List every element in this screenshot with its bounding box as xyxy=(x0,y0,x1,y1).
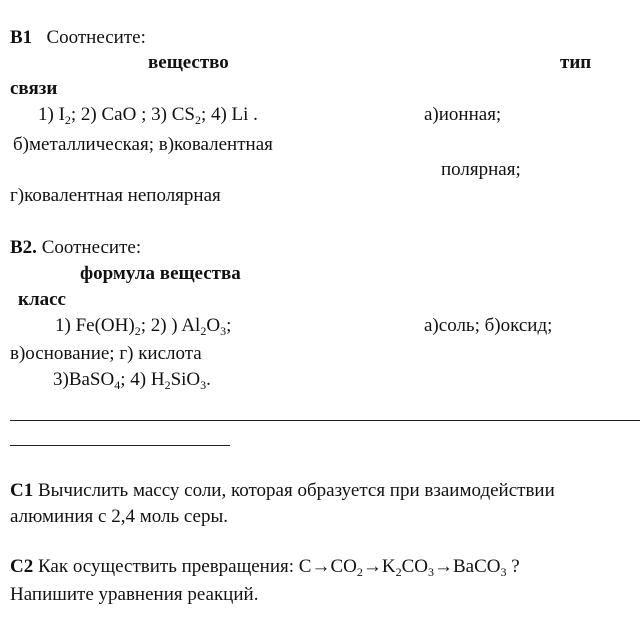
b2-formula-sub: 3 xyxy=(200,378,207,392)
b2-label: B2. xyxy=(10,237,37,258)
b2-formula-text: ; 4) H xyxy=(120,369,165,390)
c2-line-2: Напишите уравнения реакций. xyxy=(10,584,259,605)
c2-text: ? xyxy=(506,556,520,577)
c2-sub: 3 xyxy=(500,565,507,579)
b1-answer-a: а)ионная; xyxy=(424,104,502,125)
b2-answers-2: в)основание; г) кислота xyxy=(10,343,202,364)
b1-answer-v-cont: полярная; xyxy=(441,159,521,180)
c2-text: Как осуществить превращения: C→CO xyxy=(33,556,357,577)
b2-formulas-1 xyxy=(55,315,231,337)
c1-label: C1 xyxy=(10,480,34,501)
b2-formula-text: 3)BaSO xyxy=(53,369,115,390)
c2-sub: 3 xyxy=(428,565,434,579)
b2-heading xyxy=(10,237,141,259)
b2-formula-sub: 2 xyxy=(134,324,141,338)
c2-sub: 2 xyxy=(395,565,402,579)
c2-text: →BaCO xyxy=(434,556,501,577)
b2-prompt: Соотнесите: xyxy=(36,237,142,258)
b2-col-formula: формула вещества xyxy=(80,263,241,284)
b1-heading xyxy=(10,27,146,49)
c2-line-1 xyxy=(10,556,520,578)
b1-substances xyxy=(38,104,258,126)
b1-col-type-cont: связи xyxy=(10,78,58,99)
c1-line-1 xyxy=(10,480,555,502)
b2-formula-text: SiO xyxy=(170,369,201,390)
b2-formula-sub: 4 xyxy=(114,378,121,392)
answer-rule-2 xyxy=(10,445,230,446)
b2-formula-text: O xyxy=(206,315,221,336)
b2-formula-text: ; xyxy=(226,315,232,336)
b2-formula-sub: 3 xyxy=(220,324,227,338)
b1-col-type: тип xyxy=(560,52,592,73)
c2-sub: 2 xyxy=(356,565,363,579)
b2-formula-text: 1) Fe(OH) xyxy=(55,315,135,336)
b2-col-class: класс xyxy=(18,289,66,310)
b2-formula-text: . xyxy=(206,369,211,390)
c1-line-2: алюминия с 2,4 моль серы. xyxy=(10,506,229,527)
c1-text-1: Вычислить массу соли, которая образуется при взаимодействии xyxy=(33,480,555,501)
b1-col-substance: вещество xyxy=(148,52,229,73)
b1-item-sub: 2 xyxy=(194,113,201,127)
c2-label: C2 xyxy=(10,556,34,577)
b1-item-text: ; 2) CaO ; 3) CS xyxy=(70,104,195,125)
b2-answers-1: а)соль; б)оксид; xyxy=(424,315,553,336)
b1-answer-b-v: б)металлическая; в)ковалентная xyxy=(13,134,273,155)
answer-rule-1 xyxy=(10,420,640,421)
b1-item-sub: 2 xyxy=(64,113,71,127)
b1-item-text: ; 4) Li . xyxy=(200,104,258,125)
c2-text: CO xyxy=(401,556,428,577)
b2-formulas-2 xyxy=(53,369,211,391)
b2-formula-sub: 2 xyxy=(200,324,207,338)
b1-prompt: Соотнесите: xyxy=(46,27,146,48)
b1-label: B1 xyxy=(10,27,33,48)
b2-formula-sub: 2 xyxy=(164,378,171,392)
b2-formula-text: ; 2) ) Al xyxy=(140,315,201,336)
b1-answer-g: г)ковалентная неполярная xyxy=(10,185,221,206)
b1-item-text: 1) I xyxy=(38,104,65,125)
c2-text: →K xyxy=(362,556,396,577)
